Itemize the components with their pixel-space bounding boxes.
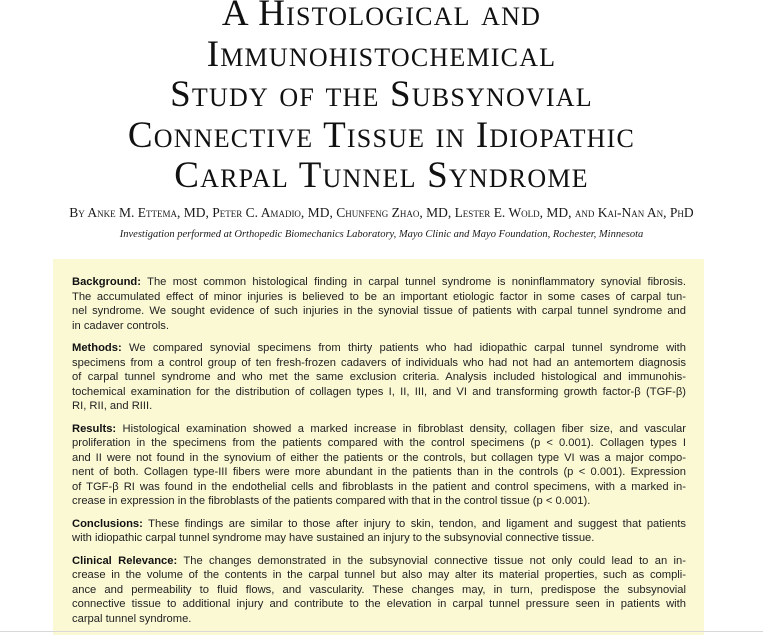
title-line: A Histological and (221, 0, 542, 34)
section-heading: Conclusions: (72, 517, 143, 530)
abstract-line: Histological examination showed a marked increase in fibroblast density, collagen fiber size, and vascular (122, 422, 687, 435)
abstract-line: and II were not found in the synovium of either the patients or the controls, but collagen type VI was a major compo- (72, 451, 686, 464)
abstract-line: crease in the volume of the contents in the carpal tunnel but also may alter its material properties, such as compli- (72, 569, 686, 581)
abstract-line: connective tissue to additional injury and contribute to the elevation in carpal tunnel pressure seen in patients with (72, 598, 686, 610)
abstract-line: nel syndrome. We sought evidence of such injuries in the synovial tissue of patients with carpal tunnel syndrome and (72, 305, 686, 317)
abstract-line: crease in expression in the fibroblasts of the patients compared with that in the control tissue (p < 0.001). (72, 495, 591, 507)
abstract-line: The most common histological finding in carpal tunnel syndrome is noninflammatory synovial fibrosis. (147, 276, 686, 288)
section-heading: Background: (72, 276, 141, 288)
abstract-line: of TGF-β RI was found in the endothelial cells and fibroblasts in the patient and control specimens, with a marked in- (72, 480, 686, 493)
section-heading: Methods: (72, 342, 122, 354)
abstract-line: with idiopathic carpal tunnel syndrome may have sustained an injury to the subsynovial connective tissue. (72, 532, 595, 544)
title-line: Carpal Tunnel Syndrome (174, 155, 589, 196)
abstract-line: nent of both. Collagen type-III fibers were more abundant in the patients than in the controls (p < 0.001). Expression (72, 466, 686, 478)
article-title (0, 0, 763, 197)
section-heading: Results: (72, 422, 117, 435)
section-heading: Clinical Relevance: (72, 554, 178, 567)
abstract-line: These findings are similar to those after injury to skin, tendon, and ligament and suggest that patients (148, 517, 687, 530)
abstract-line: carpal tunnel syndrome. (72, 612, 192, 625)
title-line: Connective Tissue in Idiopathic (127, 114, 636, 156)
title-line: Immunohistochemical (206, 33, 557, 75)
abstract-line: proliferation in the specimens from the patients compared with the control specimens (p < 0.001). Collagen types I (72, 437, 686, 449)
page-divider (0, 631, 763, 632)
abstract-line: tochemical examination for the distribution of collagen types I, II, III, and VI and transforming growth factor-β (TGF-β) (72, 385, 686, 398)
abstract-line: The changes demonstrated in the subsynovial connective tissue not only could lead to an in- (183, 554, 686, 567)
abstract-conclusions (72, 517, 686, 546)
title-line: Study of the Subsynovial (170, 74, 593, 115)
abstract-box (53, 259, 704, 635)
abstract-results (72, 422, 686, 509)
abstract-line: of carpal tunnel syndrome and who met the same exclusion criteria. Analysis included histological and immunohis- (72, 371, 686, 383)
abstract-methods (72, 341, 686, 414)
abstract-line: The accumulated effect of minor injuries is believed to be an important etiologic factor in some cases of carpal tun- (72, 290, 686, 303)
abstract-clinical-relevance (72, 554, 686, 627)
author-list: By Anke M. Ettema, MD, Peter C. Amadio, MD, Chunfeng Zhao, MD, Lester E. Wold, MD, and Kai-Nan An, PhD (69, 205, 694, 220)
abstract-line: We compared synovial specimens from thirty patients who had idiopathic carpal tunnel syndrome with (129, 342, 687, 354)
abstract-line: in cadaver controls. (72, 319, 170, 332)
abstract-line: specimens from a control group of ten fresh-frozen cadavers of individuals who had not had an antemortem diagnosis (72, 356, 686, 369)
abstract-background (72, 275, 686, 333)
abstract-line: RI, RII, and RIII. (72, 400, 153, 412)
affiliation: Investigation performed at Orthopedic Biomechanics Laboratory, Mayo Clinic and Mayo Foundation, Rochester, Minnesota (119, 229, 644, 240)
abstract-line: ance and permeability to fluid flows, and vascularity. These changes may, in turn, predispose the subsynovial (72, 583, 686, 596)
